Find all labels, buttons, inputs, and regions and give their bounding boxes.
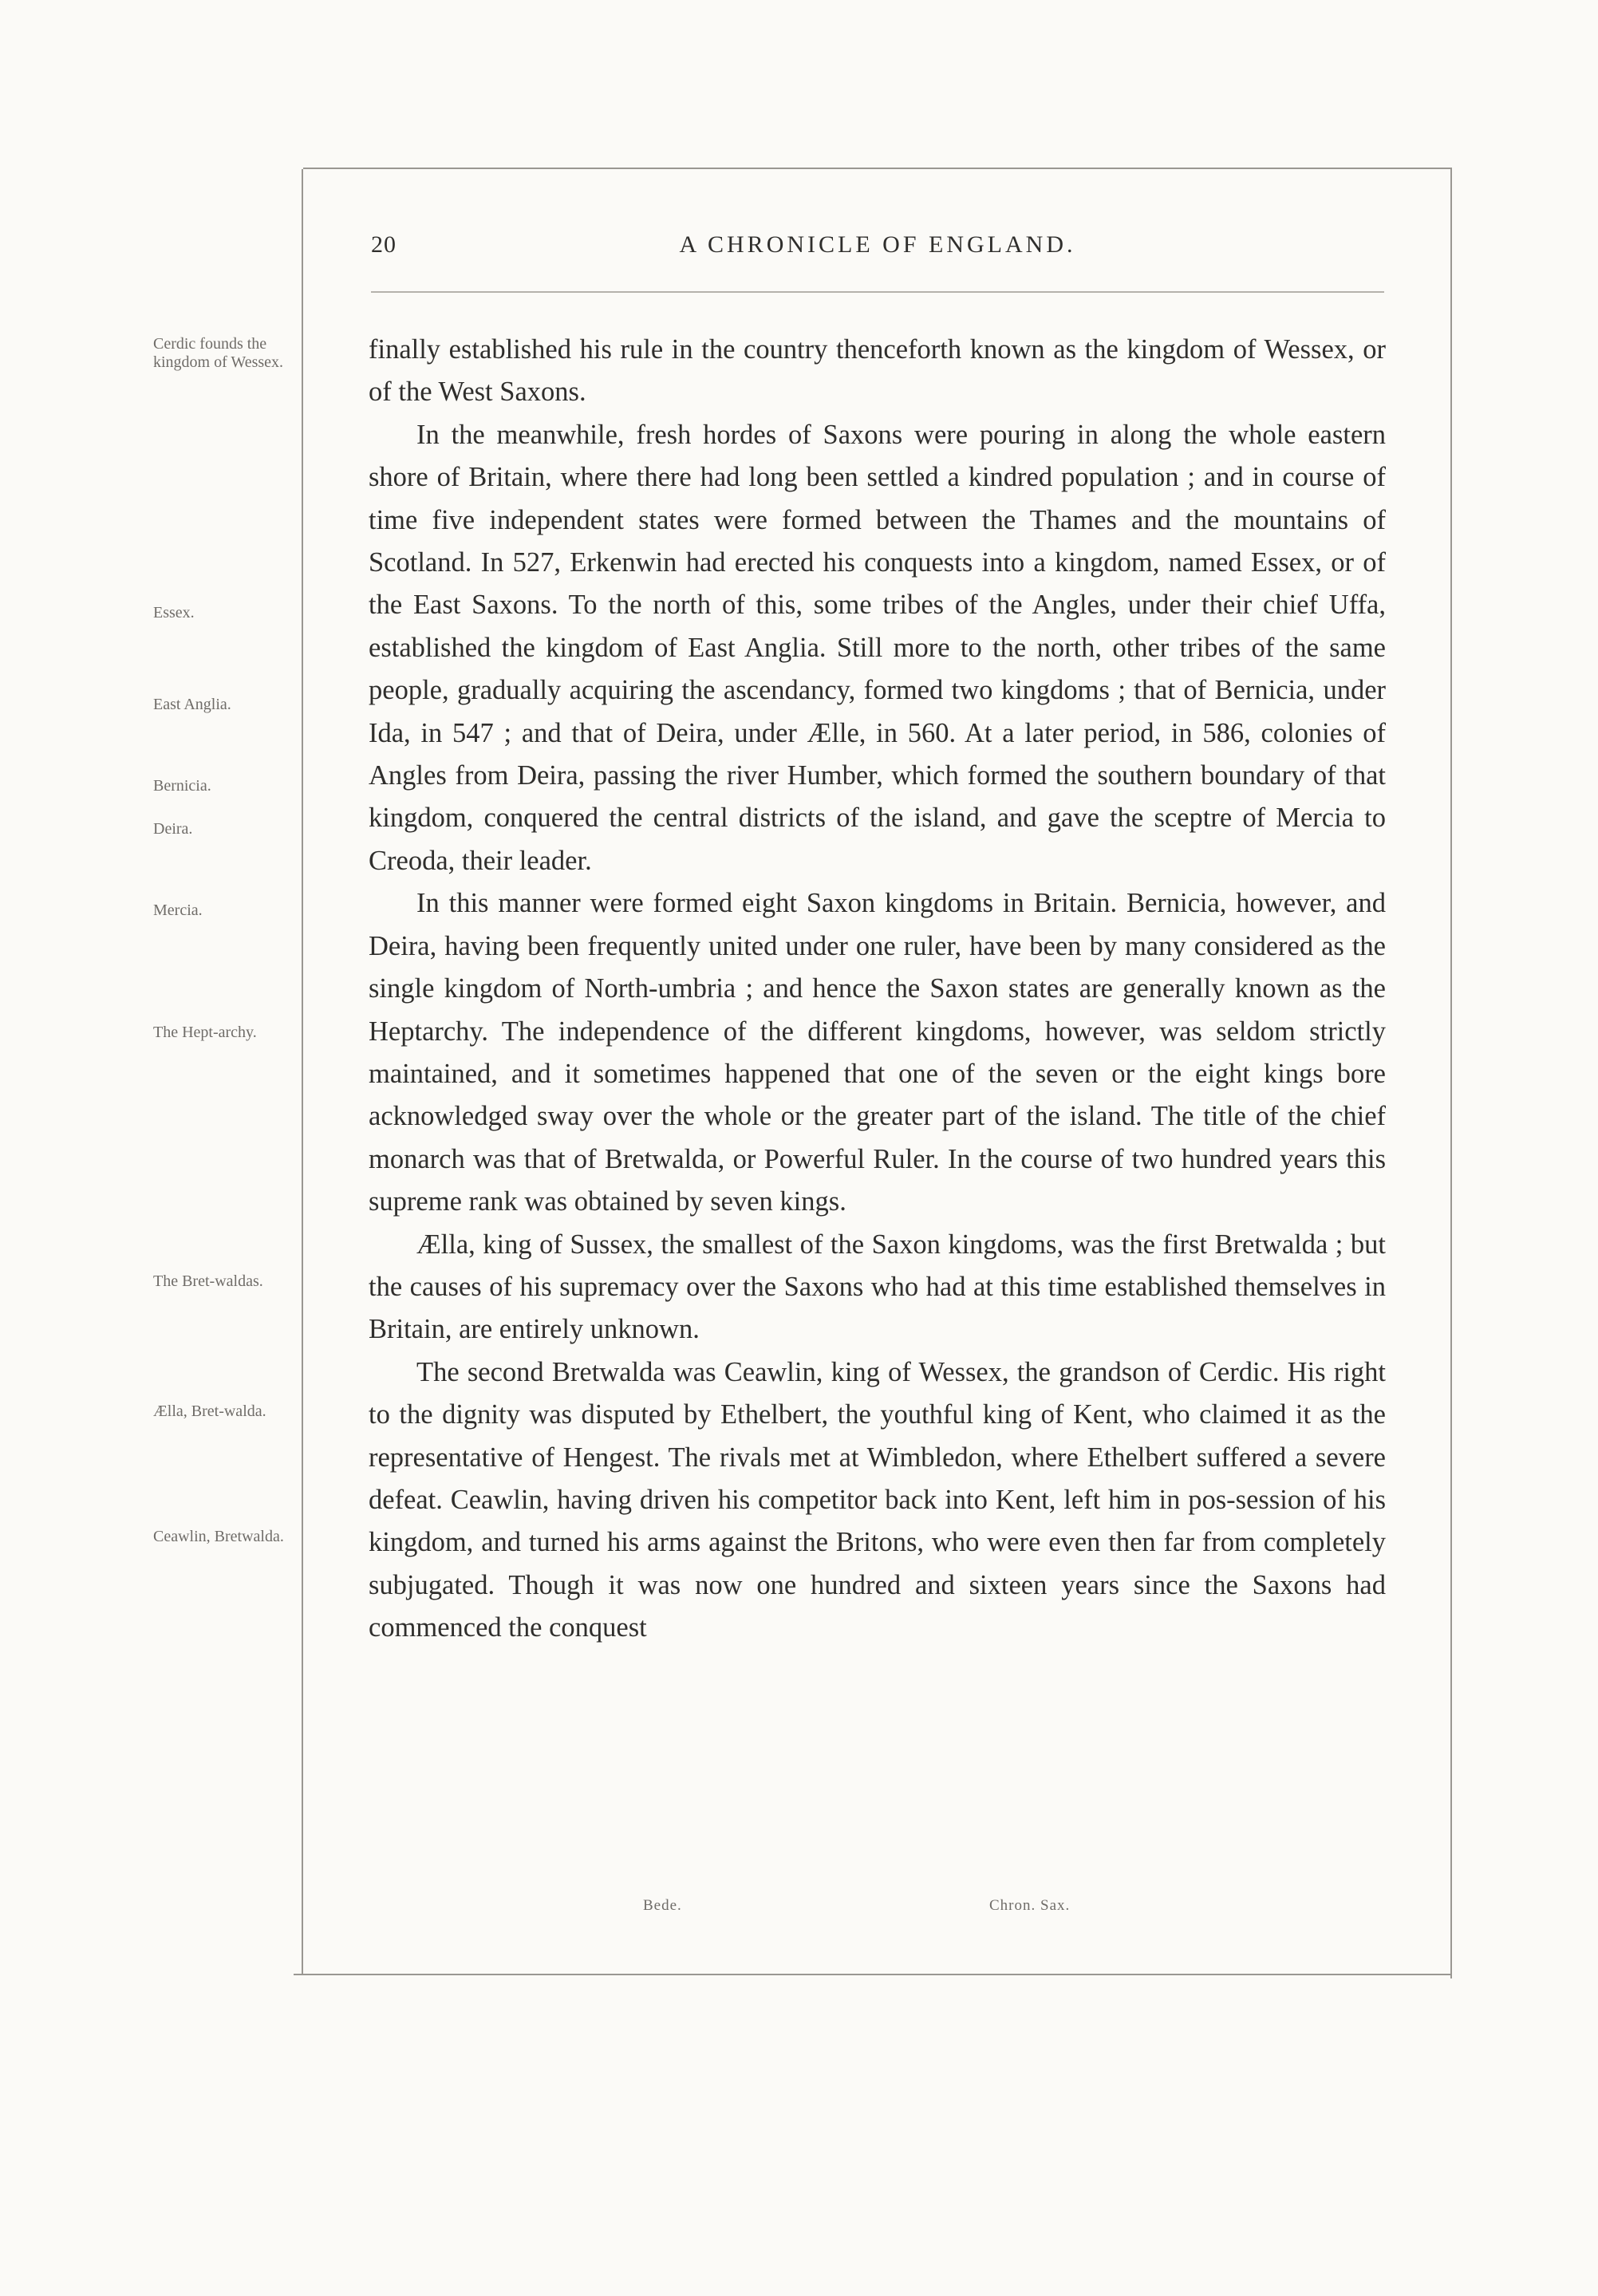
page-number: 20: [371, 231, 397, 258]
body-text: [369, 329, 1386, 1650]
sidenote-heptarchy: The Hept-archy.: [153, 1024, 257, 1041]
page-frame-left-rule: [302, 169, 303, 1974]
source-note-bede: Bede.: [643, 1897, 682, 1914]
sidenote-east-anglia: East Anglia.: [153, 696, 231, 713]
source-note-chron-sax: Chron. Sax.: [989, 1897, 1071, 1914]
paragraph-aella: Ælla, king of Sussex, the smallest of the Saxon kingdoms, was the first Bretwalda ; but the causes of his supremacy over the Saxons who had at this time established themselves in Britain, are entirely unknown.: [369, 1229, 1386, 1345]
page-frame-bottom-rule: [294, 1974, 1450, 1975]
sidenote-essex: Essex.: [153, 604, 195, 621]
page-frame-top-rule: [303, 168, 1452, 169]
paragraph-heptarchy: In this manner were formed eight Saxon kingdoms in Britain. Bernicia, however, and Deira, having been frequently united under one ruler, have been by many considered as the single kingdom of North-umbria ; and hence the Saxon states are generally known as the Heptarchy. The independence of the different kingdoms, however, was seldom strictly maintained, and it sometimes happened that one of the seven or the eight kings bore acknowledged sway over the whole or the greater part of the island. The title of the chief monarch was that of Bretwalda, or Powerful Ruler. In the course of two hundred years this supreme rank was obtained by seven kings.: [369, 888, 1386, 1217]
sidenote-aella-bretwalda: Ælla, Bret-walda.: [153, 1402, 266, 1420]
sidenote-bernicia: Bernicia.: [153, 777, 211, 795]
paragraph-ceawlin: The second Bretwalda was Ceawlin, king of Wessex, the grandson of Cerdic. His right to the dignity was disputed by Ethelbert, the youthful king of Kent, who claimed it as the representative of Hengest. The rivals met at Wimbledon, where Ethelbert suffered a severe defeat. Ceawlin, having driven his competitor back into Kent, left him in pos-session of his kingdom, and turned his arms against the Britons, who were even then far from completely subjugated. Though it was now one hundred and sixteen years since the Saxons had commenced the conquest: [369, 1356, 1386, 1643]
page-header: [371, 231, 1384, 279]
paragraph-saxon-kingdoms: In the meanwhile, fresh hordes of Saxons were pouring in along the whole eastern shore of Britain, where there had long been settled a kindred population ; and in course of time five independent states were formed between the Thames and the mountains of Scotland. In 527, Erkenwin had erected his conquests into a kingdom, named Essex, or of the East Saxons. To the north of this, some tribes of the Angles, under their chief Uffa, established the kingdom of East Anglia. Still more to the north, other tribes of the same people, gradually acquiring the ascendancy, formed two kingdoms ; that of Bernicia, under Ida, in 547 ; and that of Deira, under Ælle, in 560. At a later period, in 586, colonies of Angles from Deira, passing the river Humber, which formed the southern boundary of that kingdom, conquered the central districts of the island, and gave the sceptre of Mercia to Creoda, their leader.: [369, 419, 1386, 876]
paragraph-wessex: finally established his rule in the country thenceforth known as the kingdom of Wessex, or of the West Saxons.: [369, 334, 1386, 408]
sidenote-mercia: Mercia.: [153, 901, 203, 919]
header-rule: [371, 291, 1384, 293]
sidenote-cerdic-wessex: Cerdic founds the kingdom of Wessex.: [153, 335, 284, 371]
sidenote-bretwaldas: The Bret-waldas.: [153, 1272, 263, 1290]
sidenote-ceawlin-bretwalda: Ceawlin, Bretwalda.: [153, 1528, 284, 1545]
running-title: A CHRONICLE OF ENGLAND.: [679, 231, 1076, 258]
sidenote-deira: Deira.: [153, 820, 193, 838]
page-frame-right-rule: [1450, 168, 1452, 1978]
